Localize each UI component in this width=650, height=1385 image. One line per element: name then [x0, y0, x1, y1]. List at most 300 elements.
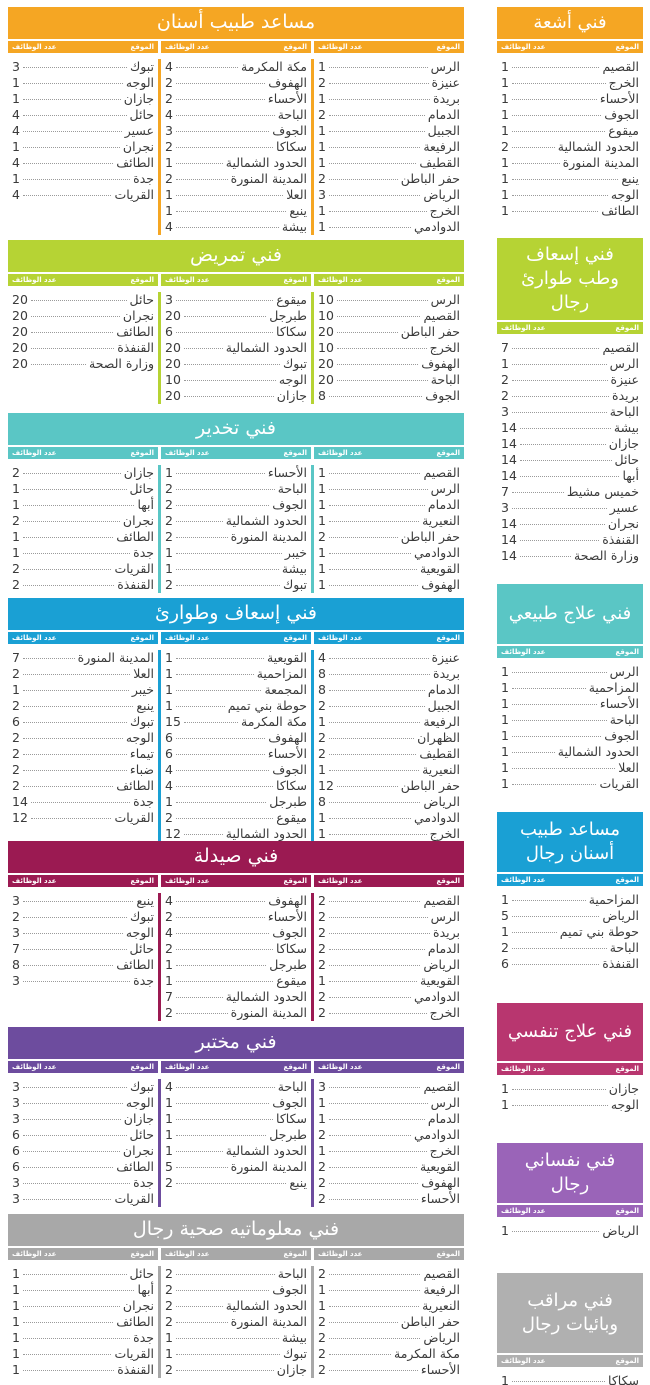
job-count: 3	[318, 1079, 326, 1094]
column-header-bar	[497, 1355, 643, 1367]
list-item	[165, 1330, 307, 1346]
dotted-leader	[184, 316, 266, 317]
location-name: القريات	[114, 561, 154, 576]
job-count: 2	[318, 1127, 326, 1142]
dotted-leader	[176, 489, 275, 490]
list-item	[12, 91, 154, 107]
list-item	[501, 452, 639, 468]
job-count-header: عدد الوظائف	[501, 648, 546, 656]
section-r1	[497, 7, 643, 219]
location-name: الرياض	[602, 908, 639, 923]
job-count: 1	[318, 513, 326, 528]
job-count: 2	[318, 1330, 326, 1345]
listing-column	[8, 1266, 158, 1378]
dotted-leader	[520, 444, 606, 445]
list-item	[12, 545, 154, 561]
dotted-leader	[176, 1167, 228, 1168]
job-count: 1	[318, 1143, 326, 1158]
job-count: 1	[165, 682, 173, 697]
location-name: القريات	[114, 1191, 154, 1206]
job-count-header: عدد الوظائف	[318, 634, 363, 642]
location-header: الموقع	[436, 1063, 460, 1071]
dotted-leader	[184, 364, 280, 365]
location-name: الوجه	[610, 1097, 639, 1112]
list-item	[12, 1143, 154, 1159]
section-r7	[497, 1273, 643, 1385]
section-title: فني علاج تنفسي	[497, 1003, 643, 1061]
list-item	[12, 909, 154, 925]
dotted-leader	[176, 1183, 286, 1184]
location-header: الموقع	[436, 449, 460, 457]
dotted-leader	[23, 786, 113, 787]
location-name: الدمام	[427, 497, 460, 512]
location-name: الجوف	[272, 1095, 307, 1110]
job-count: 6	[12, 1127, 20, 1142]
list-item	[501, 908, 639, 924]
list-item	[165, 1095, 307, 1111]
job-count: 2	[318, 746, 326, 761]
location-header: الموقع	[436, 43, 460, 51]
job-count: 1	[501, 91, 509, 106]
dotted-leader	[176, 83, 265, 84]
dotted-leader	[23, 658, 75, 659]
list-item	[12, 1282, 154, 1298]
job-count: 8	[12, 957, 20, 972]
dotted-leader	[23, 99, 121, 100]
list-item	[12, 324, 154, 340]
list-item	[165, 340, 307, 356]
list-item	[165, 356, 307, 372]
location-name: جدة	[133, 545, 154, 560]
location-name: القنفذة	[117, 1362, 154, 1377]
job-count: 2	[12, 762, 20, 777]
list-item	[165, 465, 307, 481]
dotted-leader	[520, 540, 599, 541]
dotted-leader	[329, 99, 430, 100]
list-item	[165, 1362, 307, 1378]
location-name: القطيف	[419, 746, 460, 761]
list-item	[501, 680, 639, 696]
dotted-leader	[512, 704, 597, 705]
job-count: 2	[12, 698, 20, 713]
list-item	[318, 139, 460, 155]
location-name: الدمام	[427, 682, 460, 697]
list-item	[501, 187, 639, 203]
dotted-leader	[23, 933, 123, 934]
job-count: 1	[318, 1111, 326, 1126]
list-item	[165, 577, 307, 593]
location-name: بريدة	[433, 91, 460, 106]
job-count: 2	[165, 1362, 173, 1377]
dotted-leader	[176, 553, 282, 554]
job-count: 2	[165, 1175, 173, 1190]
dotted-leader	[329, 1119, 425, 1120]
list-item	[318, 1095, 460, 1111]
job-count-header: عدد الوظائف	[318, 877, 363, 885]
listing-columns	[8, 1073, 464, 1207]
list-item	[501, 1097, 639, 1113]
location-name: القطيف	[419, 155, 460, 170]
dotted-leader	[176, 505, 269, 506]
column-header-bar	[497, 874, 643, 886]
job-count: 1	[318, 973, 326, 988]
location-name: الطائف	[116, 529, 154, 544]
dotted-leader	[23, 115, 127, 116]
list-item	[165, 372, 307, 388]
dotted-leader	[184, 722, 238, 723]
dotted-leader	[329, 1151, 427, 1152]
list-item	[501, 924, 639, 940]
location-name: جازان	[123, 1111, 154, 1126]
location-name: الرس	[430, 481, 460, 496]
dotted-leader	[23, 1183, 130, 1184]
job-count: 12	[12, 810, 28, 825]
location-name: نجران	[122, 513, 154, 528]
dotted-leader	[520, 428, 611, 429]
location-name: عنيزة	[610, 372, 639, 387]
list-item	[12, 762, 154, 778]
location-name: مكة المكرمة	[241, 714, 307, 729]
dotted-leader	[23, 569, 111, 570]
dotted-leader	[23, 553, 130, 554]
list-item	[12, 746, 154, 762]
location-name: جدة	[133, 973, 154, 988]
listing-columns	[497, 1075, 643, 1113]
dotted-leader	[512, 492, 564, 493]
list-item	[12, 778, 154, 794]
job-count: 2	[318, 957, 326, 972]
list-item	[501, 744, 639, 760]
dotted-leader	[329, 1274, 421, 1275]
list-item	[501, 728, 639, 744]
listing-column	[161, 650, 311, 842]
dotted-leader	[512, 179, 618, 180]
listing-column	[161, 893, 311, 1021]
job-count-header: عدد الوظائف	[501, 876, 546, 884]
location-name: حائل	[129, 107, 154, 122]
job-count: 1	[501, 187, 509, 202]
list-item	[12, 1111, 154, 1127]
job-count-header: عدد الوظائف	[501, 1357, 546, 1365]
list-item	[165, 730, 307, 746]
location-name: جازان	[276, 1362, 307, 1377]
job-count: 14	[501, 532, 517, 547]
list-item	[165, 1079, 307, 1095]
list-item	[501, 940, 639, 956]
job-count: 4	[318, 650, 326, 665]
location-name: حفر الباطن	[400, 171, 460, 186]
job-count: 2	[165, 810, 173, 825]
job-count: 1	[501, 664, 509, 679]
location-name: الجبيل	[427, 698, 460, 713]
location-name: تيماء	[129, 746, 154, 761]
dotted-leader	[23, 1167, 113, 1168]
location-name: نجران	[607, 516, 639, 531]
list-item	[12, 481, 154, 497]
dotted-leader	[329, 1183, 418, 1184]
dotted-leader	[512, 115, 601, 116]
location-name: الدمام	[427, 107, 460, 122]
job-count: 1	[318, 1095, 326, 1110]
listing-column	[497, 1373, 643, 1385]
listing-column	[314, 1079, 464, 1207]
list-item	[501, 1081, 639, 1097]
job-count: 14	[501, 516, 517, 531]
list-item	[12, 59, 154, 75]
job-count: 1	[318, 561, 326, 576]
job-count: 1	[12, 529, 20, 544]
list-item	[12, 529, 154, 545]
list-item	[165, 107, 307, 123]
section-s5	[8, 841, 464, 1021]
listing-columns	[8, 644, 464, 842]
location-name: الباحة	[277, 1079, 307, 1094]
dotted-leader	[176, 332, 273, 333]
job-count: 5	[501, 908, 509, 923]
list-item	[318, 324, 460, 340]
location-name: الرس	[430, 59, 460, 74]
job-count: 3	[12, 925, 20, 940]
dotted-leader	[512, 83, 606, 84]
job-count: 20	[165, 388, 181, 403]
section-title: مساعد طبيب أسنان رجال	[497, 812, 643, 872]
location-name: حفر الباطن	[400, 1314, 460, 1329]
location-name: عسير	[609, 500, 639, 515]
location-name: القنفذة	[602, 956, 639, 971]
location-name: نجران	[122, 1143, 154, 1158]
listing-columns	[497, 1217, 643, 1239]
section-r4	[497, 812, 643, 972]
job-count: 4	[165, 219, 173, 234]
list-item	[318, 155, 460, 171]
dotted-leader	[329, 802, 420, 803]
location-name: نجران	[122, 1298, 154, 1313]
job-count-header: عدد الوظائف	[318, 276, 363, 284]
job-count: 1	[501, 59, 509, 74]
job-count: 1	[501, 696, 509, 711]
location-name: الرفيعة	[423, 714, 460, 729]
location-name: حوطة بني تميم	[559, 924, 639, 939]
dotted-leader	[23, 179, 130, 180]
list-item	[12, 650, 154, 666]
list-item	[501, 468, 639, 484]
location-name: جازان	[276, 388, 307, 403]
job-count: 2	[165, 529, 173, 544]
list-item	[318, 75, 460, 91]
job-count: 1	[501, 776, 509, 791]
location-name: الخرج	[429, 1143, 460, 1158]
location-name: الأحساء	[420, 1362, 460, 1377]
location-name: ينبع	[621, 171, 639, 186]
location-name: بيشة	[281, 1330, 307, 1345]
listing-columns	[8, 286, 464, 404]
dotted-leader	[512, 948, 607, 949]
job-count: 1	[12, 1362, 20, 1377]
list-item	[501, 139, 639, 155]
job-count: 7	[12, 650, 20, 665]
location-header: الموقع	[615, 324, 639, 332]
dotted-leader	[23, 1119, 121, 1120]
job-count: 1	[165, 1143, 173, 1158]
dotted-leader	[176, 786, 273, 787]
list-item	[318, 203, 460, 219]
dotted-leader	[329, 521, 419, 522]
location-name: بيشة	[613, 420, 639, 435]
location-name: النعيرية	[422, 1298, 460, 1313]
job-count: 20	[12, 308, 28, 323]
location-header: الموقع	[130, 877, 154, 885]
job-count: 20	[318, 372, 334, 387]
job-count: 1	[165, 1095, 173, 1110]
listing-columns	[8, 53, 464, 235]
dotted-leader	[176, 569, 279, 570]
dotted-leader	[329, 1135, 411, 1136]
location-name: الأحساء	[267, 746, 307, 761]
location-name: طبرجل	[269, 794, 307, 809]
dotted-leader	[329, 505, 425, 506]
list-item	[165, 989, 307, 1005]
list-item	[165, 1266, 307, 1282]
dotted-leader	[176, 99, 265, 100]
location-name: المجمعة	[264, 682, 307, 697]
dotted-leader	[176, 300, 273, 301]
list-item	[501, 696, 639, 712]
column-header-bar	[8, 447, 464, 459]
section-s7	[8, 1214, 464, 1378]
dotted-leader	[329, 553, 411, 554]
dotted-leader	[520, 524, 605, 525]
list-item	[12, 75, 154, 91]
job-count: 7	[501, 484, 509, 499]
job-count: 7	[501, 340, 509, 355]
job-count: 1	[165, 203, 173, 218]
list-item	[165, 308, 307, 324]
location-name: الدوادمي	[413, 1127, 460, 1142]
list-item	[318, 356, 460, 372]
job-count: 1	[165, 973, 173, 988]
location-name: الجوف	[272, 497, 307, 512]
location-name: الوجه	[125, 75, 154, 90]
list-item	[501, 75, 639, 91]
location-name: النعيرية	[422, 762, 460, 777]
job-count: 2	[318, 730, 326, 745]
location-name: القريات	[599, 776, 639, 791]
job-count-header: عدد الوظائف	[165, 1250, 210, 1258]
job-count: 6	[12, 1143, 20, 1158]
job-count: 14	[501, 548, 517, 563]
list-item	[165, 762, 307, 778]
job-count: 2	[165, 1266, 173, 1281]
job-count: 1	[501, 155, 509, 170]
job-count: 4	[12, 187, 20, 202]
list-item	[165, 561, 307, 577]
job-count: 12	[165, 826, 181, 841]
job-count: 2	[12, 778, 20, 793]
location-name: المدينة المنورة	[77, 650, 154, 665]
job-count: 2	[318, 75, 326, 90]
job-count: 1	[501, 744, 509, 759]
location-name: طبرجل	[269, 1127, 307, 1142]
list-item	[165, 778, 307, 794]
list-item	[501, 956, 639, 972]
job-count: 4	[165, 925, 173, 940]
dotted-leader	[512, 508, 607, 509]
list-item	[165, 794, 307, 810]
dotted-leader	[176, 1274, 275, 1275]
list-item	[501, 1223, 639, 1239]
location-name: الجوف	[272, 123, 307, 138]
dotted-leader	[512, 380, 608, 381]
job-count: 1	[318, 465, 326, 480]
dotted-leader	[23, 722, 127, 723]
location-header: الموقع	[130, 449, 154, 457]
job-count: 1	[501, 107, 509, 122]
location-name: ينبع	[289, 1175, 307, 1190]
list-item	[165, 909, 307, 925]
dotted-leader	[329, 834, 427, 835]
dotted-leader	[512, 720, 607, 721]
dotted-leader	[512, 1105, 608, 1106]
job-count: 1	[12, 481, 20, 496]
job-count: 1	[165, 698, 173, 713]
location-name: الدوادمي	[413, 989, 460, 1004]
dotted-leader	[23, 147, 120, 148]
dotted-leader	[329, 67, 428, 68]
location-name: الجوف	[272, 925, 307, 940]
dotted-leader	[23, 1370, 114, 1371]
location-name: ينبع	[289, 203, 307, 218]
location-name: النعيرية	[422, 513, 460, 528]
job-count: 2	[165, 909, 173, 924]
location-name: بريدة	[433, 666, 460, 681]
list-item	[165, 324, 307, 340]
listing-columns	[8, 459, 464, 593]
job-count: 1	[501, 712, 509, 727]
section-title: مساعد طبيب أسنان	[8, 7, 464, 39]
job-count: 20	[318, 356, 334, 371]
list-item	[12, 1362, 154, 1378]
location-name: تبوك	[129, 59, 154, 74]
location-name: الطائف	[116, 957, 154, 972]
dotted-leader	[329, 83, 429, 84]
list-item	[165, 91, 307, 107]
location-name: الرس	[430, 1095, 460, 1110]
listing-column	[8, 893, 158, 1021]
listing-columns	[497, 334, 643, 564]
job-count: 4	[12, 123, 20, 138]
job-count: 1	[165, 666, 173, 681]
dotted-leader	[329, 1103, 428, 1104]
job-count: 1	[318, 810, 326, 825]
location-name: الخرج	[608, 75, 639, 90]
list-item	[501, 436, 639, 452]
dotted-leader	[512, 964, 599, 965]
location-header: الموقع	[615, 1207, 639, 1215]
list-item	[12, 513, 154, 529]
job-count: 1	[501, 356, 509, 371]
job-count: 1	[501, 75, 509, 90]
list-item	[12, 682, 154, 698]
job-count: 2	[318, 893, 326, 908]
section-r3	[497, 584, 643, 792]
job-count: 6	[12, 1159, 20, 1174]
location-name: الأحساء	[599, 696, 639, 711]
dotted-leader	[23, 521, 120, 522]
dotted-leader	[329, 195, 420, 196]
job-count: 8	[318, 666, 326, 681]
list-item	[165, 826, 307, 842]
job-count: 3	[12, 1095, 20, 1110]
